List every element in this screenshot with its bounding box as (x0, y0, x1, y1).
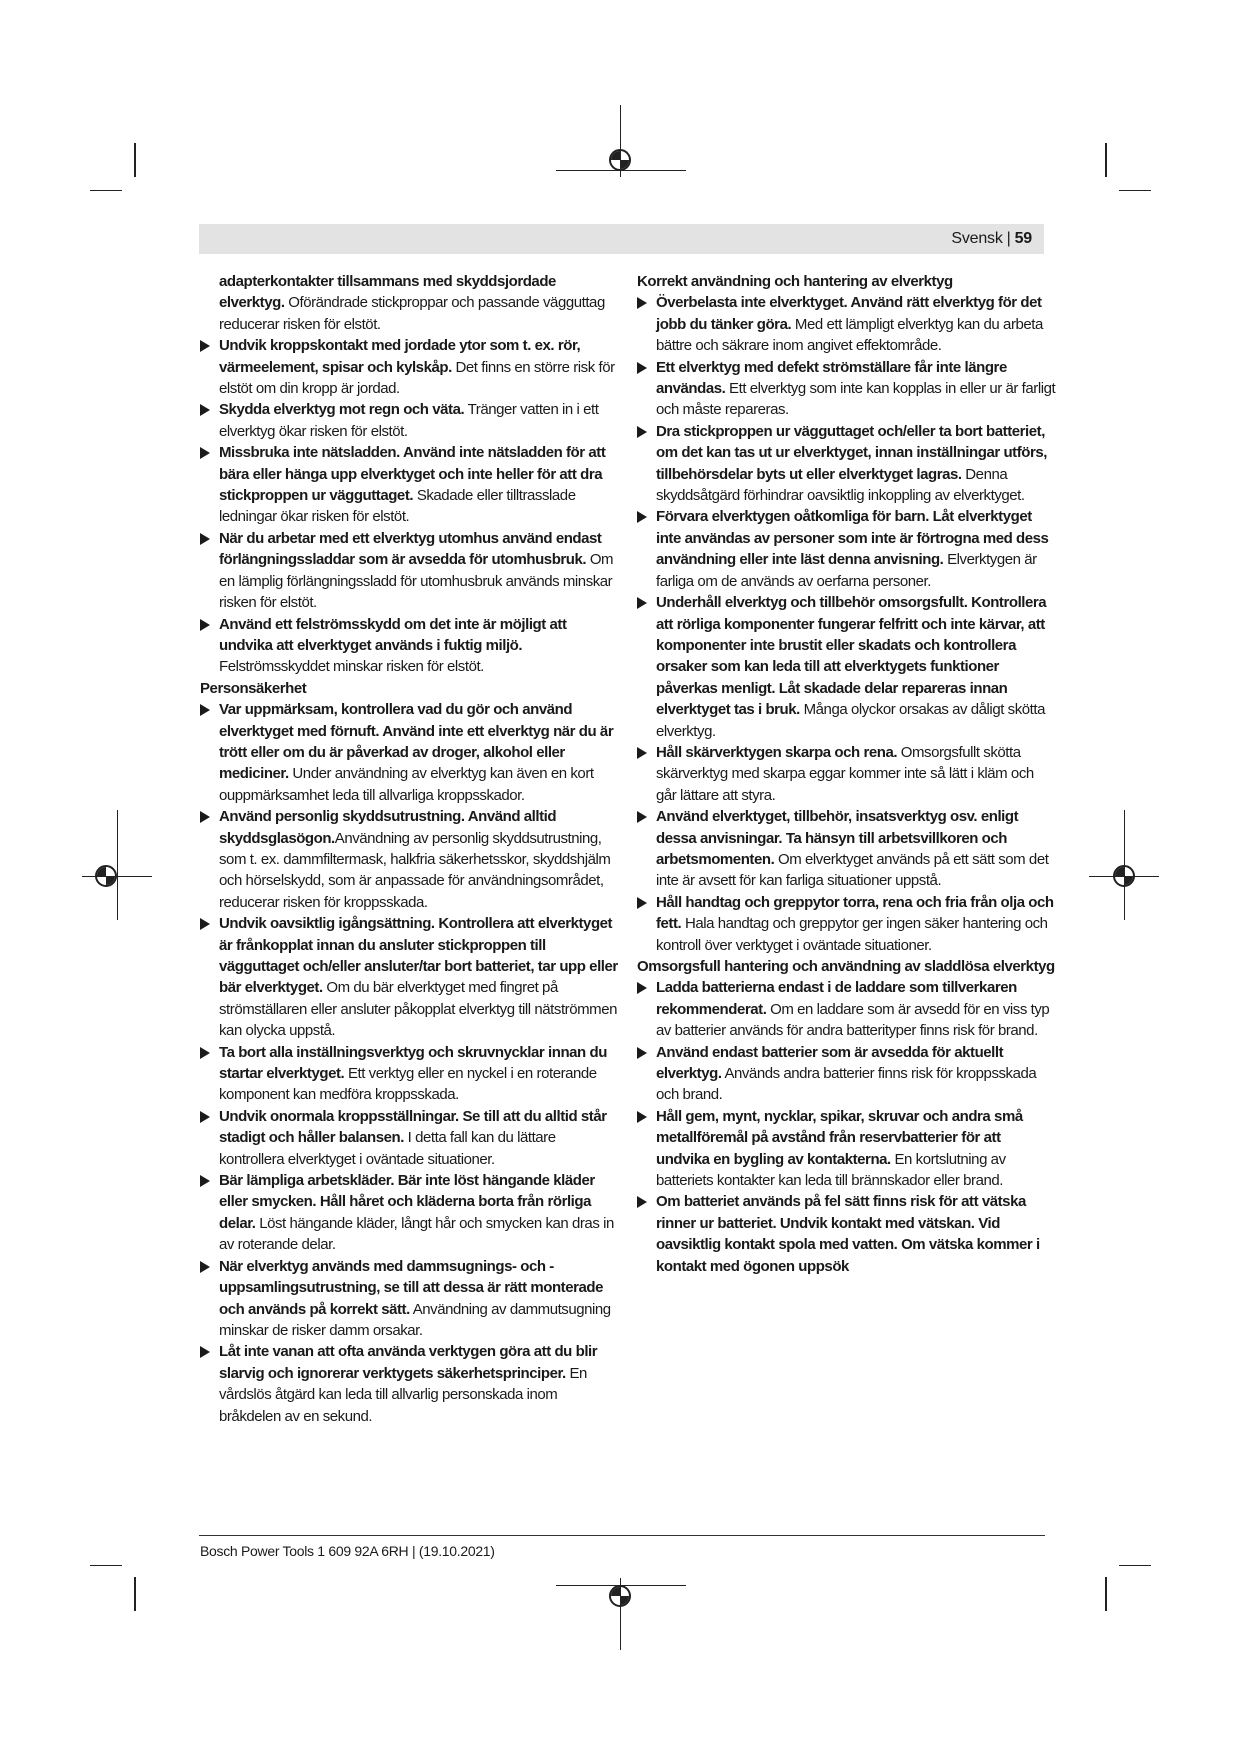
list-item: När elverktyg används med dammsugnings- och -uppsamlingsutrustning, se till att dessa är rätt monterade och används på korrekt sätt. Användning av dammutsugning minskar de risker damm orsakar. (200, 1256, 620, 1342)
bullet-triangle-icon (200, 811, 210, 823)
crop-mark (1119, 190, 1151, 191)
registration-target-icon (95, 865, 117, 887)
list-item: Ladda batterierna endast i de laddare som tillverkaren rekommenderat. Om en laddare som är avsedd för en viss typ av batterier används för andra batterityper finns risk för brand. (637, 977, 1057, 1041)
crop-mark (1105, 1577, 1107, 1611)
bullet-triangle-icon (637, 426, 647, 438)
bullet-triangle-icon (200, 1111, 210, 1123)
footer-divider (199, 1535, 1045, 1536)
bullet-triangle-icon (200, 704, 210, 716)
crop-mark (134, 1577, 136, 1611)
list-item: Underhåll elverktyg och tillbehör omsorgsfullt. Kontrollera att rörliga komponenter fungerar felfritt och inte kärvar, att komponenter inte brustit eller skadats och kontrollera orsaker som kan leda till att elverktygets funktioner påverkas menligt. Låt skadade delar repareras innan elverktyget tas i bruk. Många olyckor orsakas av dåligt skötta elverktyg. (637, 592, 1057, 742)
bullet-triangle-icon (637, 297, 647, 309)
continuation-paragraph: adapterkontakter tillsammans med skyddsjordade elverktyg. Oförändrade stickproppar och passande vägguttag reducerar risken för elstöt. (219, 273, 605, 333)
crop-mark (1119, 1565, 1151, 1566)
list-item: Bär lämpliga arbetskläder. Bär inte löst hängande kläder eller smycken. Håll håret och kläderna borta från rörliga delar. Löst hängande kläder, långt hår och smycken kan dras in av roterande delar. (200, 1170, 620, 1256)
bullet-triangle-icon (637, 1111, 647, 1123)
list-item: Var uppmärksam, kontrollera vad du gör och använd elverktyget med förnuft. Använd inte ett elverktyg när du är trött eller om du är påverkad av droger, alkohol eller mediciner. Under användning av elverktyg kan även en kort ouppmärksamhet leda till allvarliga kroppsskador. (200, 699, 620, 806)
list-item: Undvik kroppskontakt med jordade ytor som t. ex. rör, värmeelement, spisar och kylskåp. Det finns en större risk för elstöt om din kropp är jordad. (200, 335, 620, 399)
crop-mark (1105, 143, 1107, 177)
list-item: Om batteriet används på fel sätt finns risk för att vätska rinner ur batteriet. Undvik kontakt med vätskan. Vid oavsiktlig kontakt spola med vatten. Om vätska kommer i kontakt med ögonen uppsök (637, 1191, 1057, 1277)
bullet-triangle-icon (200, 340, 210, 352)
right-column (637, 271, 1057, 1277)
section-title: Svensk (951, 230, 1003, 247)
bullet-triangle-icon (200, 619, 210, 631)
list-item: Ett elverktyg med defekt strömställare får inte längre användas. Ett elverktyg som inte kan kopplas in eller ur är farligt och måste repareras. (637, 357, 1057, 421)
bullet-triangle-icon (200, 533, 210, 545)
list-item: Använd personlig skyddsutrustning. Använd alltid skyddsglasögon.Användning av personlig skyddsutrustning, som t. ex. dammfiltermask, halkfria säkerhetsskor, skyddshjälm och hörselskydd, som är anpassade för användningsområdet, reducerar risken för kroppsskada. (200, 806, 620, 913)
page-header (199, 224, 1044, 254)
list-item: Ta bort alla inställningsverktyg och skruvnycklar innan du startar elverktyget. Ett verktyg eller en nyckel i en roterande komponent kan medföra kroppsskada. (200, 1042, 620, 1106)
list-item: Skydda elverktyg mot regn och väta. Tränger vatten in i ett elverktyg ökar risken för elstöt. (200, 399, 620, 442)
crop-mark (90, 1565, 122, 1566)
bullet-triangle-icon (200, 1346, 210, 1358)
bullet-triangle-icon (637, 362, 647, 374)
bullet-triangle-icon (200, 447, 210, 459)
registration-target-icon (1113, 865, 1135, 887)
bullet-triangle-icon (200, 918, 210, 930)
left-column (200, 271, 620, 1427)
bullet-triangle-icon (200, 1175, 210, 1187)
section-heading: Personsäkerhet (200, 679, 307, 697)
bullet-triangle-icon (637, 811, 647, 823)
list-item: Undvik oavsiktlig igångsättning. Kontrollera att elverktyget är frånkopplat innan du ansluter stickproppen till vägguttaget och/eller ansluter/tar bort batteriet, tar upp eller bär elverktyget. Om du bär elverktyget med fingret på strömställaren eller ansluter påkopplat elverktyg till nätströmmen kan olycka uppstå. (200, 913, 620, 1041)
page-number: 59 (1014, 230, 1032, 247)
bullet-triangle-icon (637, 1196, 647, 1208)
page-footer: Bosch Power Tools 1 609 92A 6RH | (19.10.2021) (200, 1543, 495, 1559)
crop-mark (134, 143, 136, 177)
section-heading: Korrekt användning och hantering av elverktyg (637, 273, 953, 290)
list-item: Håll skärverktygen skarpa och rena. Omsorgsfullt skötta skärverktyg med skarpa eggar kommer inte så lätt i kläm och går lättare att styra. (637, 742, 1057, 806)
bullet-triangle-icon (637, 1047, 647, 1059)
header-separator: | (1006, 230, 1011, 247)
bullet-triangle-icon (200, 404, 210, 416)
bullet-triangle-icon (637, 511, 647, 523)
bullet-triangle-icon (637, 897, 647, 909)
list-item: Undvik onormala kroppsställningar. Se till att du alltid står stadigt och håller balansen. I detta fall kan du lättare kontrollera elverktyget i oväntade situationer. (200, 1106, 620, 1170)
crop-mark (90, 190, 122, 191)
list-item: Dra stickproppen ur vägguttaget och/eller ta bort batteriet, om det kan tas ut ur elverktyget, innan inställningar utförs, tillbehörsdelar byts ut eller elverktyget lagras. Denna skyddsåtgärd förhindrar oavsiktlig inkoppling av elverktyget. (637, 421, 1057, 507)
bullet-triangle-icon (637, 597, 647, 609)
list-item: Håll gem, mynt, nycklar, spikar, skruvar och andra små metallföremål på avstånd från reservbatterier för att undvika en bygling av kontakterna. En kortslutning av batteriets kontakter kan leda till brännskador eller brand. (637, 1106, 1057, 1192)
list-item: Överbelasta inte elverktyget. Använd rätt elverktyg för det jobb du tänker göra. Med ett lämpligt elverktyg kan du arbeta bättre och säkrare inom angivet effektområde. (637, 292, 1057, 356)
list-item: Använd endast batterier som är avsedda för aktuellt elverktyg. Används andra batterier finns risk för kroppsskada och brand. (637, 1042, 1057, 1106)
list-item: När du arbetar med ett elverktyg utomhus använd endast förlängningssladdar som är avsedda för utomhusbruk. Om en lämplig förlängningssladd för utomhusbruk används minskar risken för elstöt. (200, 528, 620, 614)
bullet-triangle-icon (637, 747, 647, 759)
bullet-triangle-icon (200, 1047, 210, 1059)
list-item: Håll handtag och greppytor torra, rena och fria från olja och fett. Hala handtag och greppytor ger ingen säker hantering och kontroll över verktyget i oväntade situationer. (637, 892, 1057, 956)
list-item: Låt inte vanan att ofta använda verktygen göra att du blir slarvig och ignorerar verktygets säkerhetsprinciper. En vårdslös åtgärd kan leda till allvarlig personskada inom bråkdelen av en sekund. (200, 1341, 620, 1427)
registration-target-icon (609, 149, 631, 171)
list-item: Använd elverktyget, tillbehör, insatsverktyg osv. enligt dessa anvisningar. Ta hänsyn till arbetsvillkoren och arbetsmomenten. Om elverktyget används på ett sätt som det inte är avsett för kan farliga situationer uppstå. (637, 806, 1057, 892)
section-heading: Omsorgsfull hantering och användning av sladdlösa elverktyg (637, 958, 1055, 975)
list-item: Använd ett felströmsskydd om det inte är möjligt att undvika att elverktyget används i fuktig miljö. Felströmsskyddet minskar risken för elstöt. (200, 614, 620, 678)
registration-line (117, 810, 118, 920)
bullet-triangle-icon (200, 1261, 210, 1273)
list-item: Förvara elverktygen oåtkomliga för barn. Låt elverktyget inte användas av personer som inte är förtrogna med dess användning eller inte läst denna anvisning. Elverktygen är farliga om de används av oerfarna personer. (637, 506, 1057, 592)
bullet-triangle-icon (637, 982, 647, 994)
list-item: Missbruka inte nätsladden. Använd inte nätsladden för att bära eller hänga upp elverktyget och inte heller för att dra stickproppen ur vägguttaget. Skadade eller tilltrasslade ledningar ökar risken för elstöt. (200, 442, 620, 528)
registration-target-icon (609, 1585, 631, 1607)
registration-line (82, 876, 152, 877)
